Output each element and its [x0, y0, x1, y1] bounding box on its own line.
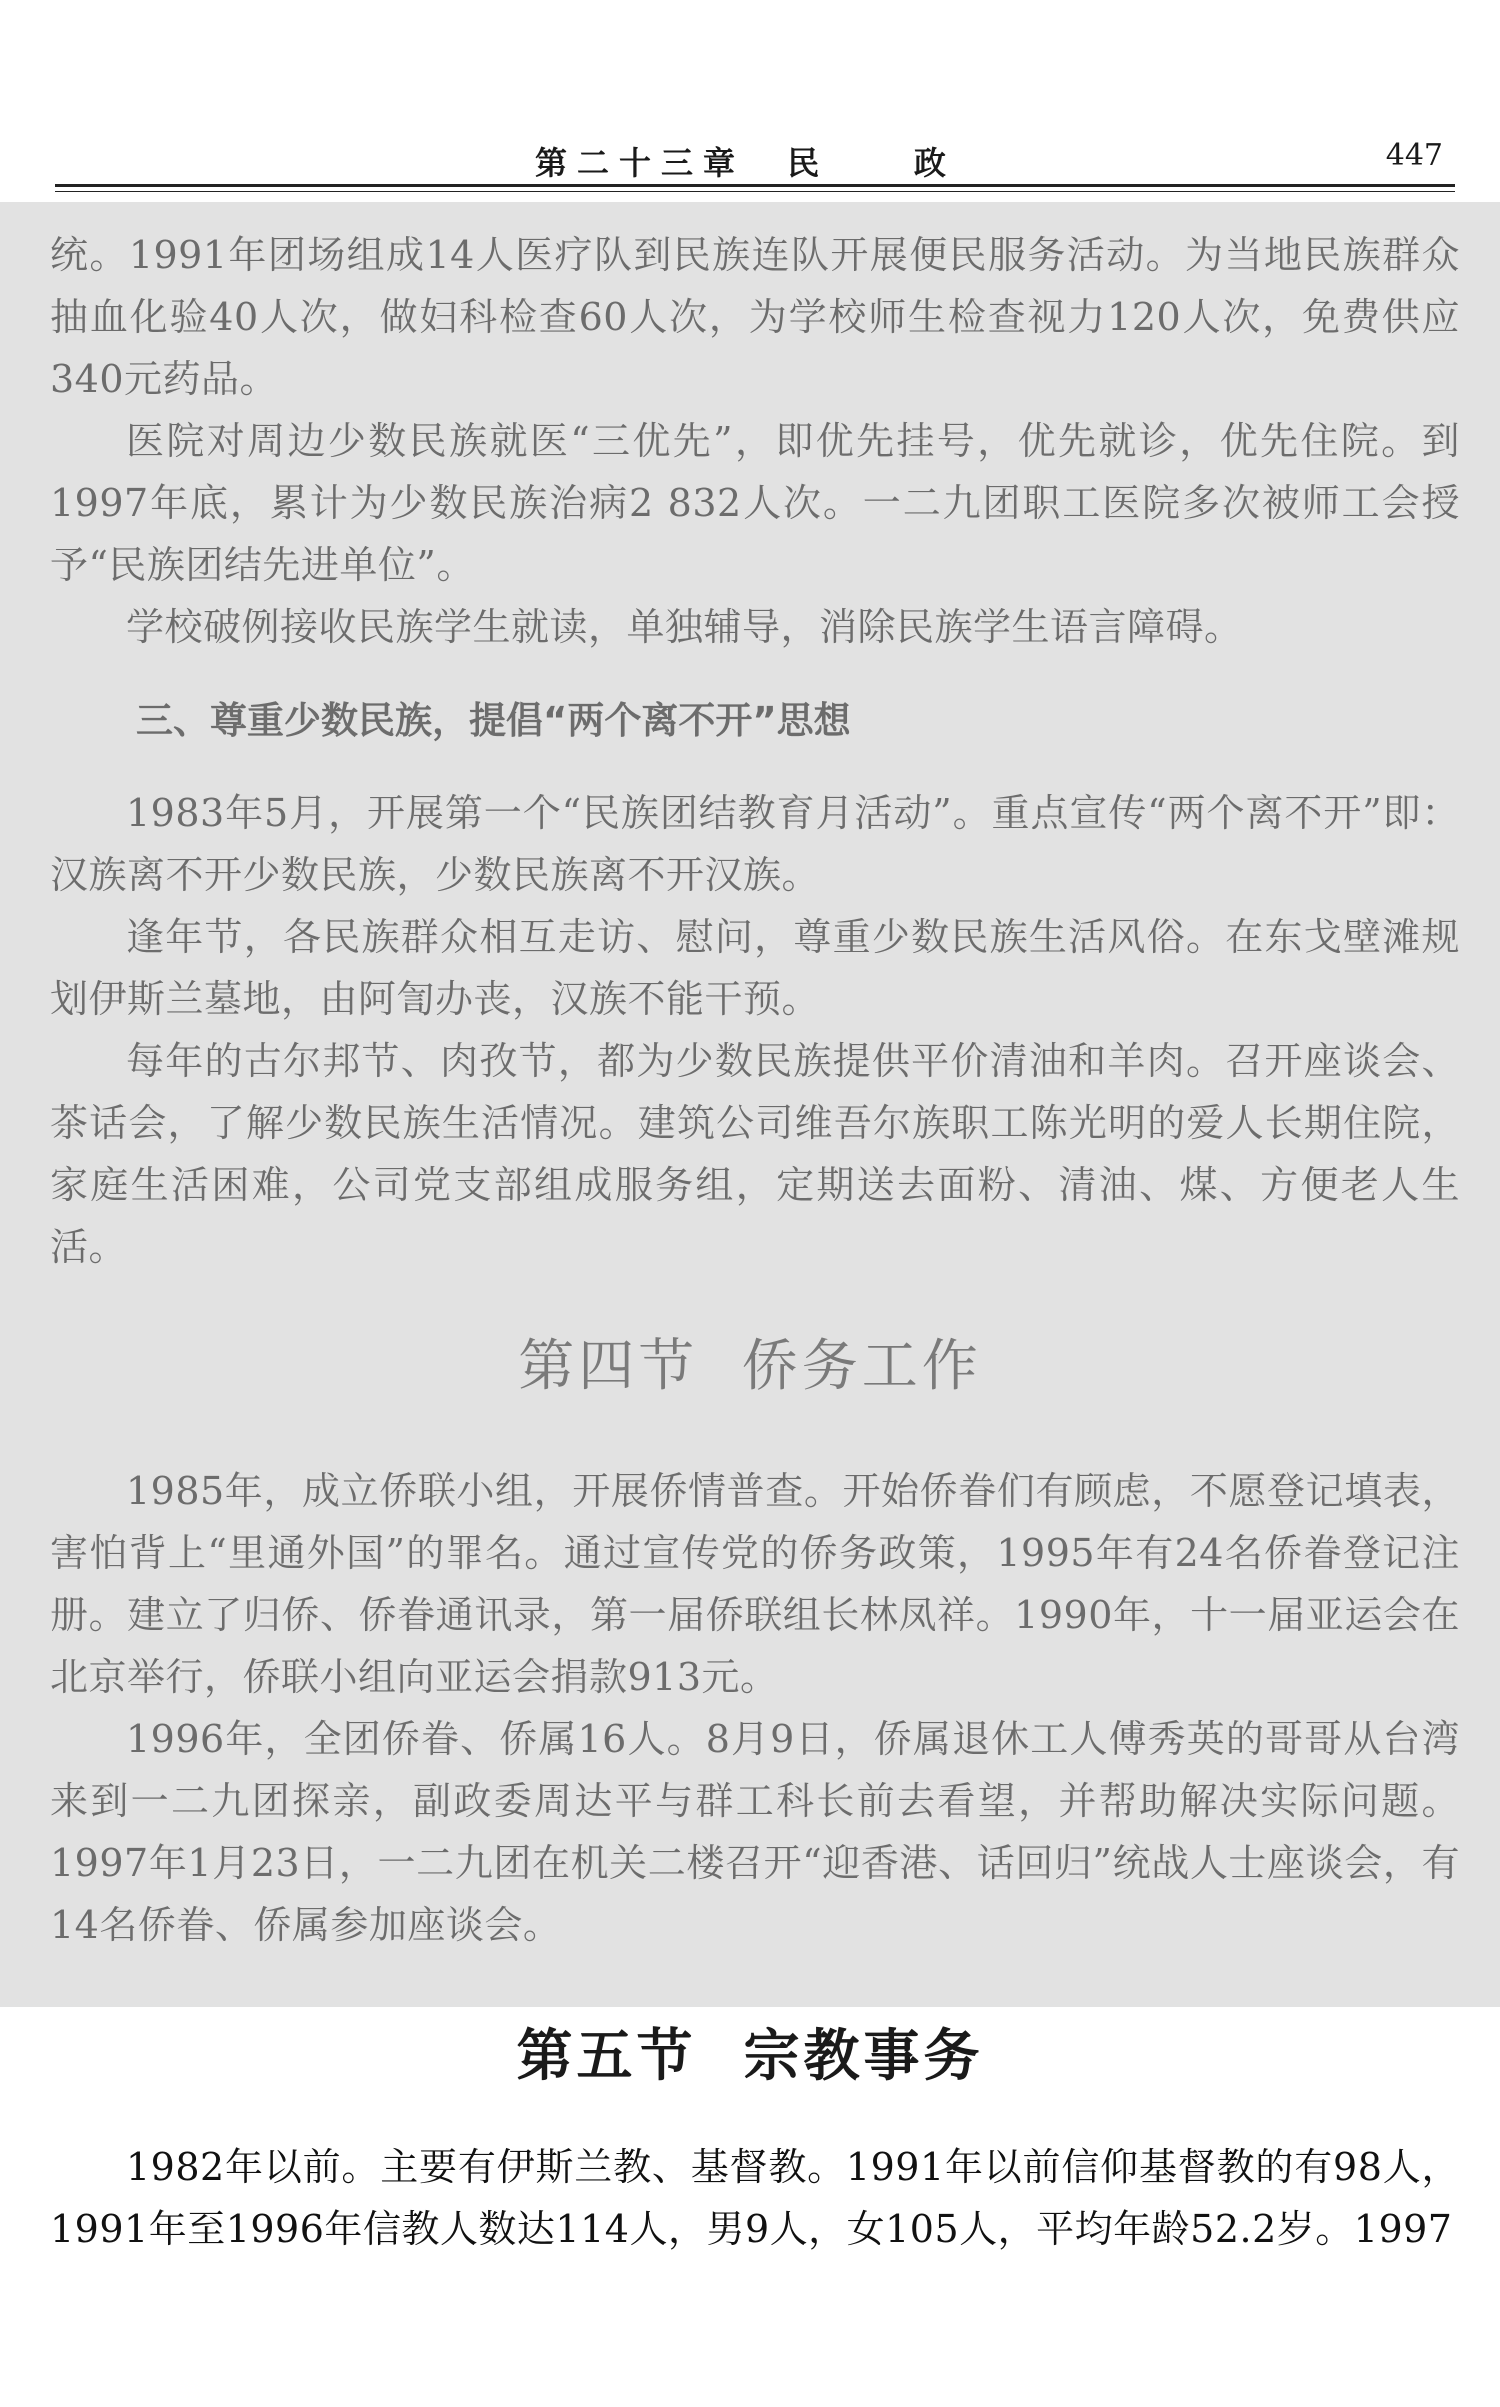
- highlighted-region: [0, 202, 1500, 2007]
- header-rule-thick: [55, 184, 1455, 187]
- section-title: 第五节 宗教事务: [516, 2023, 984, 2089]
- subsection-heading: 三、尊重少数民族，提倡“两个离不开”思想: [136, 699, 851, 742]
- paragraph: 学校破例接收民族学生就读，单独辅导，消除民族学生语言障碍。: [126, 605, 1243, 649]
- paragraph: 1985年，成立侨联小组，开展侨情普查。开始侨眷们有顾虑，不愿登记填表，害怕背上“里通外国”的罪名。通过宣传党的侨务政策，1995年有24名侨眷登记注册。建立了归侨、侨眷通讯录，第一届侨联组长林凤祥。1990年，十一届亚运会在北京举行，侨联小组向亚运会捐款913元。: [50, 1469, 1460, 1699]
- paragraph: 1982年以前。主要有伊斯兰教、基督教。1991年以前信仰基督教的有98人，1991年至1996年信教人数达114人，男9人，女105人，平均年龄52.2岁。1997: [50, 2145, 1460, 2251]
- header-rule-thin: [55, 191, 1455, 192]
- page-number: 447: [1385, 138, 1443, 173]
- paragraph: 逢年节，各民族群众相互走访、慰问，尊重少数民族生活风俗。在东戈壁滩规划伊斯兰墓地，由阿訇办丧，汉族不能干预。: [50, 915, 1460, 1021]
- page-header: [55, 128, 1455, 190]
- paragraph-continued: 统。1991年团场组成14人医疗队到民族连队开展便民服务活动。为当地民族群众抽血化验40人次，做妇科检查60人次，为学校师生检查视力120人次，免费供应340元药品。: [50, 233, 1460, 401]
- paragraph: 1983年5月，开展第一个“民族团结教育月活动”。重点宣传“两个离不开”即：汉族离不开少数民族，少数民族离不开汉族。: [50, 791, 1460, 897]
- paragraph: 1996年，全团侨眷、侨属16人。8月9日，侨属退休工人傅秀英的哥哥从台湾来到一二九团探亲，副政委周达平与群工科长前去看望，并帮助解决实际问题。1997年1月23日，一二九团在机关二楼召开“迎香港、话回归”统战人士座谈会，有14名侨眷、侨属参加座谈会。: [50, 1717, 1460, 1947]
- paragraph: 每年的古尔邦节、肉孜节，都为少数民族提供平价清油和羊肉。召开座谈会、茶话会，了解少数民族生活情况。建筑公司维吾尔族职工陈光明的爱人长期住院，家庭生活困难，公司党支部组成服务组，定期送去面粉、清油、煤、方便老人生活。: [50, 1039, 1460, 1269]
- section-title: 第四节 侨务工作: [518, 1334, 982, 1399]
- chapter-title: 第二十三章 民 政: [535, 144, 956, 182]
- paragraph: 医院对周边少数民族就医“三优先”，即优先挂号，优先就诊，优先住院。到1997年底，累计为少数民族治病2 832人次。一二九团职工医院多次被师工会授予“民族团结先进单位”。: [50, 419, 1460, 587]
